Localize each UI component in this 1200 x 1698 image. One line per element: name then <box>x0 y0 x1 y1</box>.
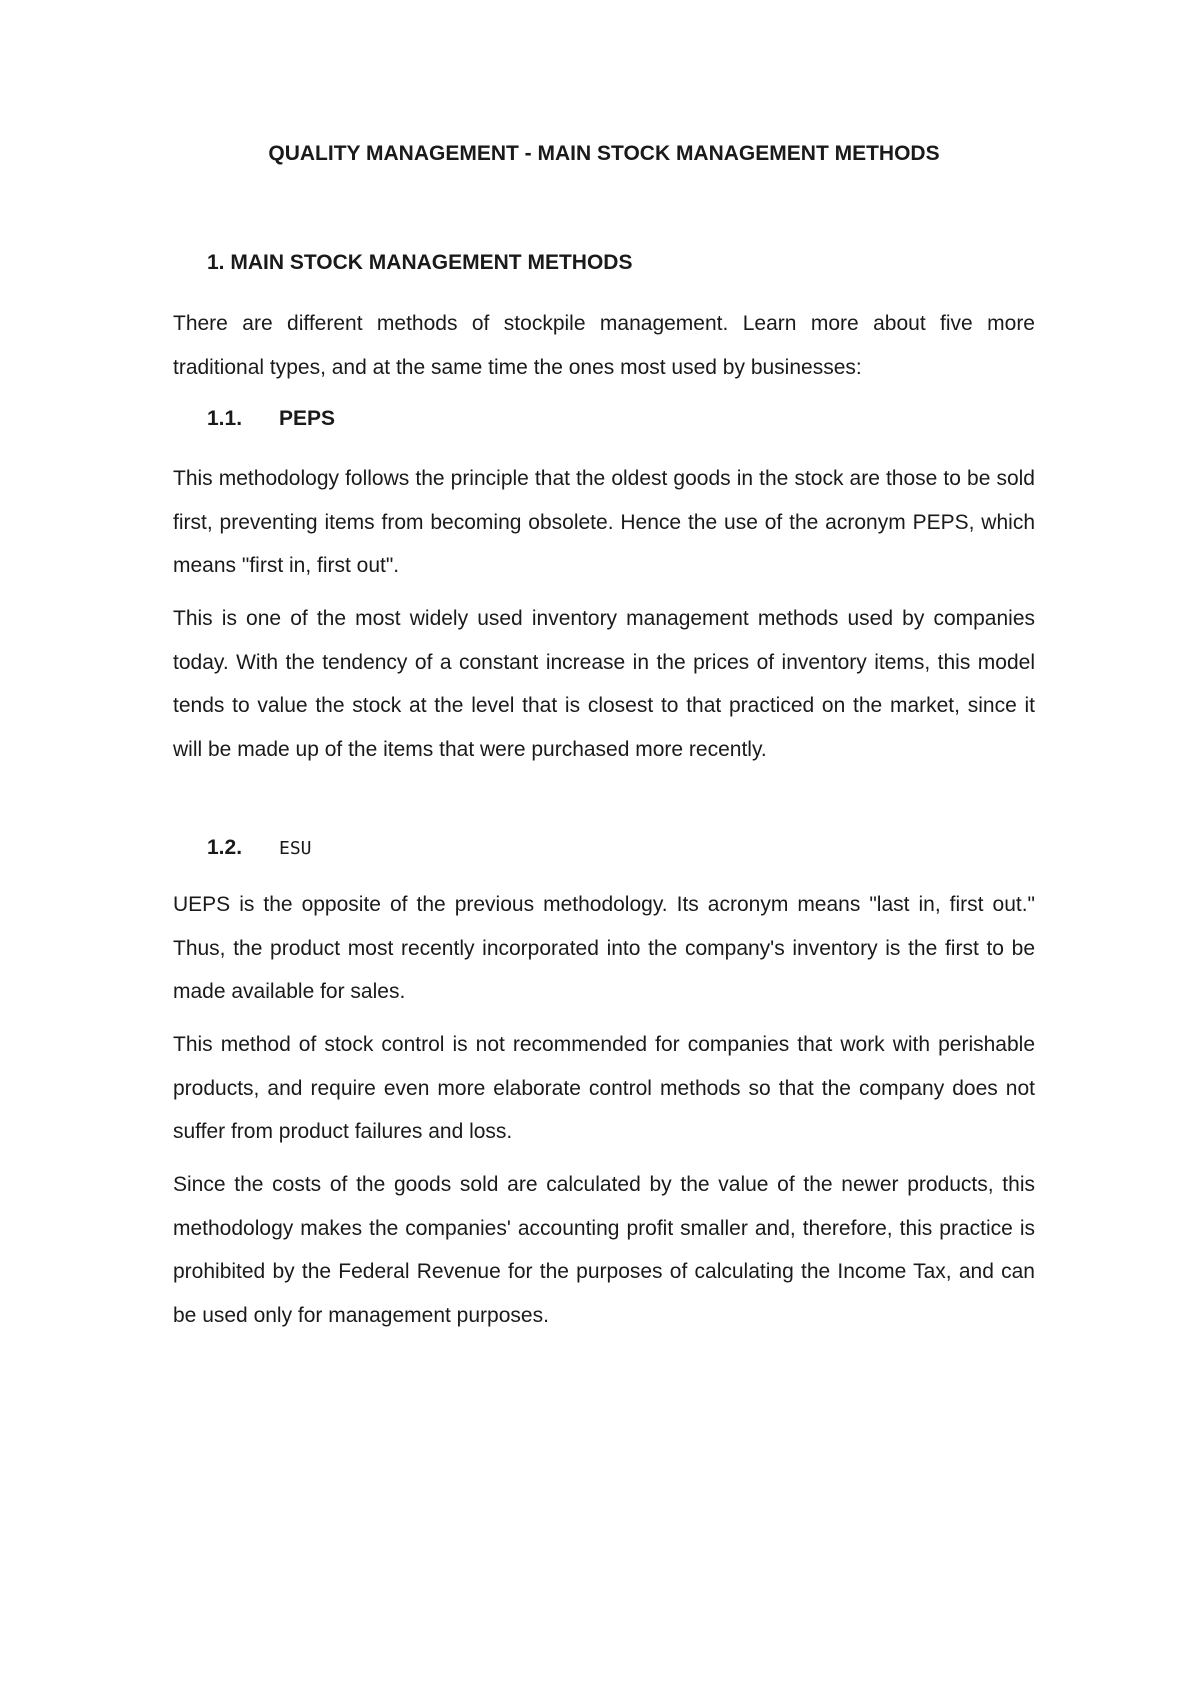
intro-block <box>173 302 1035 389</box>
peps-paragraph-2-block <box>173 597 1035 771</box>
paragraph: This method of stock control is not recommended for companies that work with perishable products, and require even more elaborate control methods so that the company does not suffer from product failures and loss. <box>173 1033 1035 1143</box>
peps-paragraph-1-block <box>173 457 1035 588</box>
esu-paragraph-2-block <box>173 1023 1035 1154</box>
paragraph: Since the costs of the goods sold are calculated by the value of the newer products, this methodology makes the companies' accounting profit smaller and, therefore, this practice is prohibited by the Federal Revenue for the purposes of calculating the Income Tax, and can be used only for management purposes. <box>173 1173 1035 1327</box>
subsection-number: 1.2. <box>207 836 243 859</box>
paragraph: UEPS is the opposite of the previous methodology. Its acronym means "last in, first out." Thus, the product most recently incorporated into the company's inventory is the first to be made available for sales. <box>173 893 1035 1003</box>
section-heading: 1. MAIN STOCK MANAGEMENT METHODS <box>207 251 633 274</box>
subsection-title: ESU <box>279 838 312 859</box>
paragraph: This methodology follows the principle that the oldest goods in the stock are those to be sold first, preventing items from becoming obsolete. Hence the use of the acronym PEPS, which means "first in, first out". <box>173 467 1035 577</box>
esu-paragraph-3-block <box>173 1163 1035 1337</box>
paragraph: This is one of the most widely used inventory management methods used by companies today. With the tendency of a constant increase in the prices of inventory items, this model tends to value the stock at the level that is closest to that practiced on the market, since it will be made up of the items that were purchased more recently. <box>173 607 1035 761</box>
subsection-number: 1.1. <box>207 407 243 430</box>
intro-paragraph: There are different methods of stockpile management. Learn more about five more traditional types, and at the same time the ones most used by businesses: <box>173 312 1035 379</box>
subsection-title: PEPS <box>279 407 336 430</box>
subsection-heading-esu <box>207 834 312 863</box>
esu-paragraph-1-block <box>173 883 1035 1014</box>
document-title: QUALITY MANAGEMENT - MAIN STOCK MANAGEMENT METHODS <box>268 142 940 165</box>
subsection-heading-peps <box>207 405 335 433</box>
